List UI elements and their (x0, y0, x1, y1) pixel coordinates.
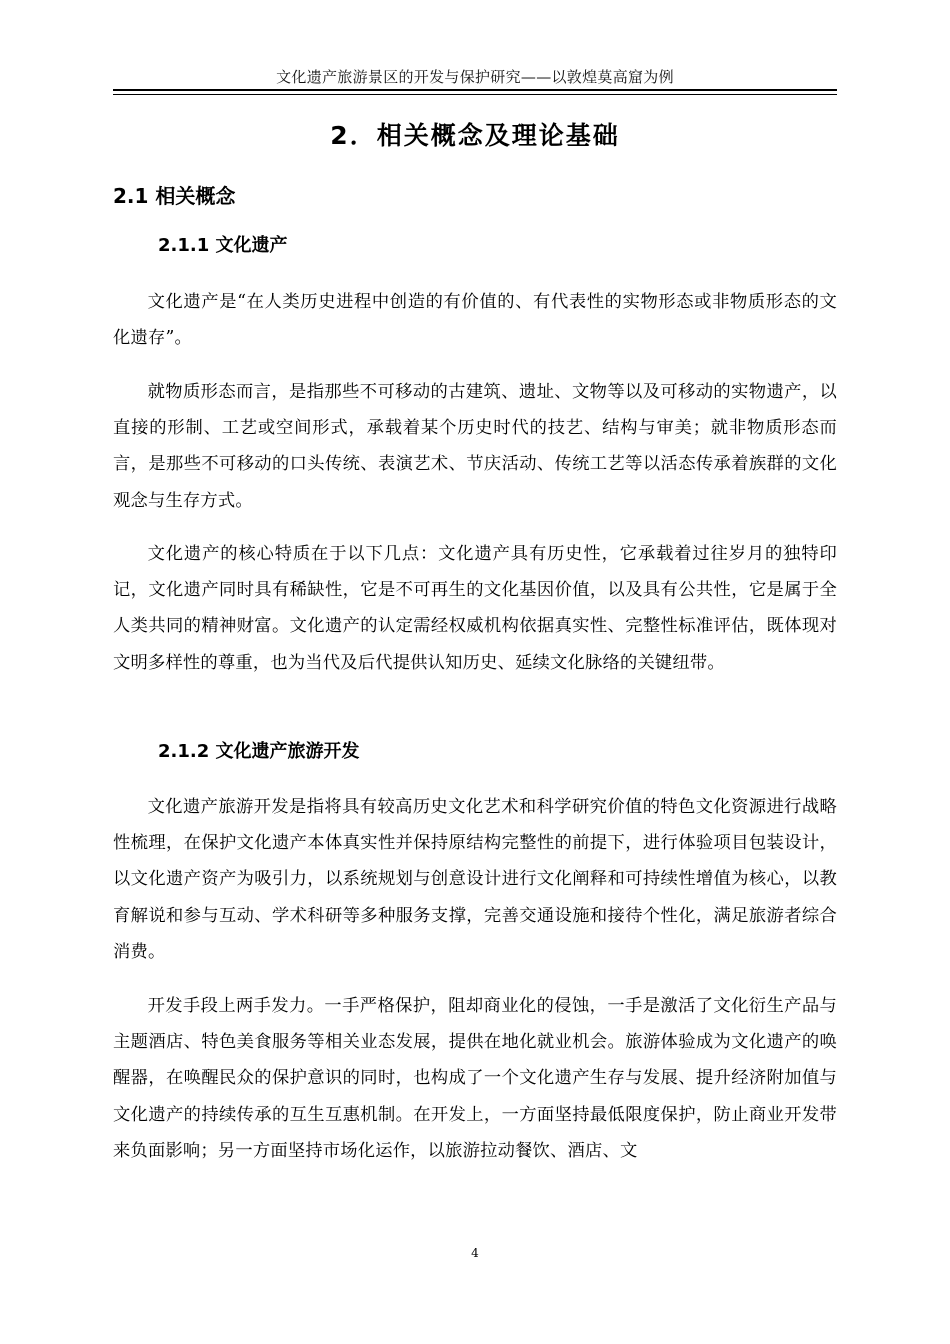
header-rule-thick (113, 89, 837, 91)
section-heading-2-1-2: 2.1.2 文化遗产旅游开发 (158, 741, 360, 762)
section-heading-2-1-1: 2.1.1 文化遗产 (158, 235, 288, 256)
running-header: 文化遗产旅游景区的开发与保护研究——以敦煌莫高窟为例 (276, 68, 674, 86)
paragraph-heritage-forms: 就物质形态而言，是指那些不可移动的古建筑、遗址、文物等以及可移动的实物遗产，以直接的形制、工艺或空间形式，承载着某个历史时代的技艺、结构与审美；就非物质形态而言，是那些不可移动的口头传统、表演艺术、节庆活动、传统工艺等以活态传承着族群的文化观念与生存方式。 (113, 382, 837, 511)
paragraph-heritage-traits: 文化遗产的核心特质在于以下几点：文化遗产具有历史性，它承载着过往岁月的独特印记，文化遗产同时具有稀缺性，它是不可再生的文化基因价值，以及具有公共性，它是属于全人类共同的精神财富。文化遗产的认定需经权威机构依据真实性、完整性标准评估，既体现对文明多样性的尊重，也为当代及后代提供认知历史、延续文化脉络的关键纽带。 (113, 544, 837, 673)
paragraph-heritage-definition: 文化遗产是“在人类历史进程中创造的有价值的、有代表性的实物形态或非物质形态的文化遗存”。 (113, 292, 837, 349)
page-number: 4 (471, 1246, 479, 1260)
chapter-title: 2．相关概念及理论基础 (330, 121, 620, 150)
header-rule-thin (113, 94, 837, 95)
paragraph-tourism-development: 文化遗产旅游开发是指将具有较高历史文化艺术和科学研究价值的特色文化资源进行战略性梳理，在保护文化遗产本体真实性并保持原结构完整性的前提下，进行体验项目包装设计，以文化遗产资产为吸引力，以系统规划与创意设计进行文化阐释和可持续性增值为核心，以教育解说和参与互动、学术科研等多种服务支撑，完善交通设施和接待个性化，满足旅游者综合消费。 (113, 797, 837, 962)
paragraph-development-means: 开发手段上两手发力。一手严格保护，阻却商业化的侵蚀，一手是激活了文化衍生产品与主题酒店、特色美食服务等相关业态发展，提供在地化就业机会。旅游体验成为文化遗产的唤醒器，在唤醒民众的保护意识的同时，也构成了一个文化遗产生存与发展、提升经济附加值与文化遗产的持续传承的互生互惠机制。在开发上，一方面坚持最低限度保护，防止商业开发带来负面影响；另一方面坚持市场化运作，以旅游拉动餐饮、酒店、文 (113, 996, 837, 1161)
section-heading-2-1: 2.1 相关概念 (113, 184, 236, 208)
